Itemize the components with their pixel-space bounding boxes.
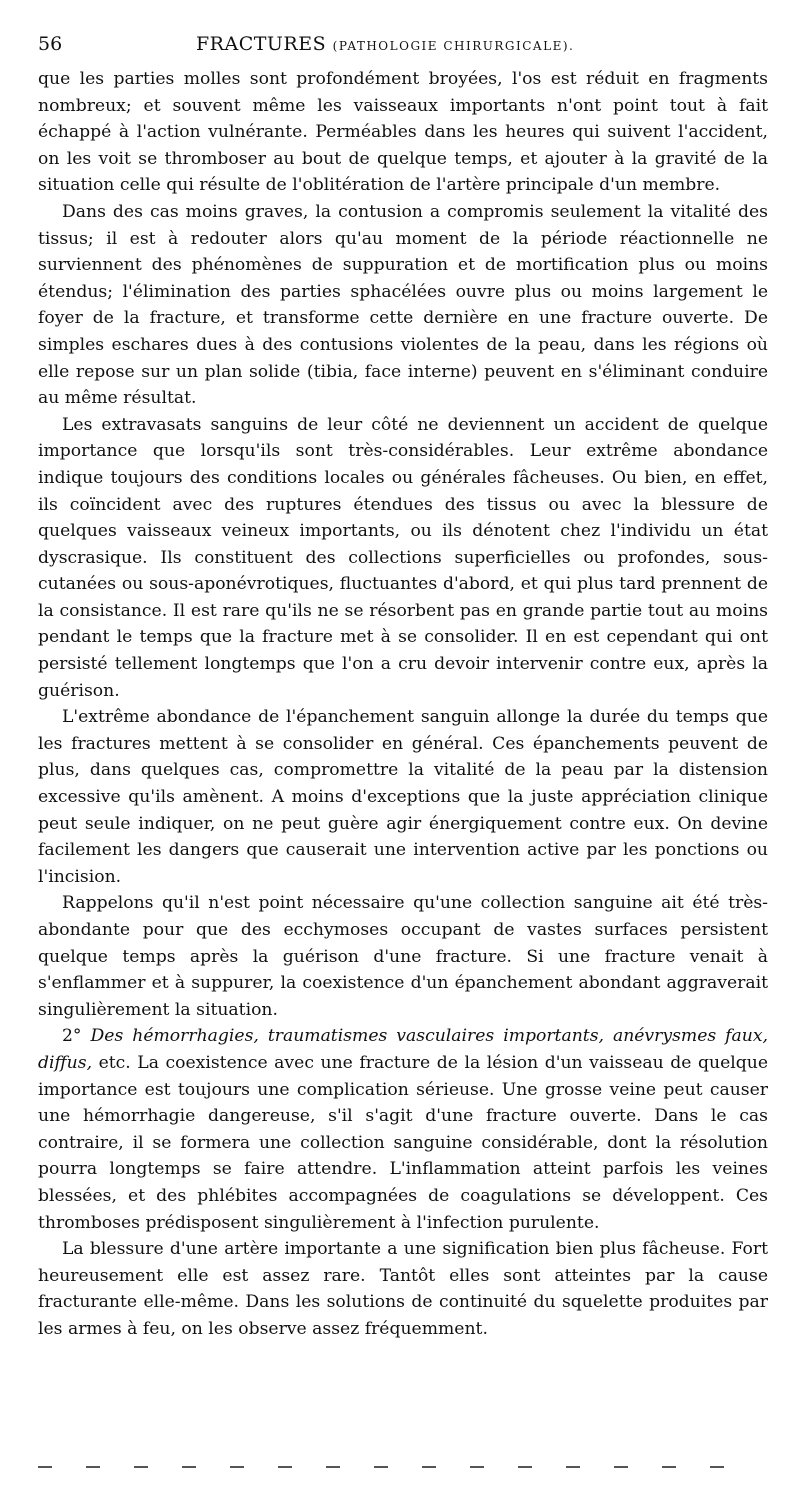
paragraph: L'extrême abondance de l'épanchement sanguin allonge la durée du temps que les fractures mettent à se consolider en général. Ces épanchements peuvent de plus, dans quelques cas, compromettre la vitalité de la peau par la distension excessive qu'ils amènent. A moins d'exceptions que la juste appréciation clinique peut seule indiquer, on ne peut guère agir énergiquement contre eux. On devine facilement les dangers que causerait une intervention active par les ponctions ou l'incision. (38, 707, 768, 887)
page-number: 56 (38, 33, 63, 55)
paragraph: Rappelons qu'il n'est point nécessaire qu'une collection sanguine ait été très-abondante pour que des ecchymoses occupant de vastes surfaces persistent quelque temps après la guérison d'une fracture. Si une fracture venait à s'enflammer et à suppurer, la coexistence d'un épanchement abondant aggraverait singulièrement la situation. (38, 893, 768, 1020)
section-heading: Des hémorrhagies, traumatismes vasculaires importants, anévrysmes faux, diffus, (38, 1026, 768, 1073)
paragraph-continuation: que les parties molles sont profondément broyées, l'os est réduit en fragments nombreux; et souvent même les vaisseaux importants n'ont point tout à fait échappé à l'action vulnérante. Perméables dans les heures qui suivent l'accident, on les voit se thromboser au bout de quelque temps, et ajouter à la gravité de la situation celle qui résulte de l'oblitération de l'artère principale d'un membre. (38, 69, 768, 196)
body-text (38, 66, 768, 1343)
section-text: etc. La coexistence avec une fracture de la lésion d'un vaisseau de quelque importance est toujours une complication sérieuse. Une grosse veine peut causer une hémorrhagie dangereuse, s'il s'agit d'une fracture ouverte. Dans le cas contraire, il se formera une collection sanguine considérable, dont la résolution pourra longtemps se faire attendre. L'inflammation atteint parfois les veines blessées, et des phlébites accompagnées de coagulations se développent. Ces thromboses prédisposent singulièrement à l'infection purulente. (38, 1052, 768, 1233)
footer-dashed-rule (38, 1466, 738, 1468)
paragraph: Dans des cas moins graves, la contusion a compromis seulement la vitalité des tissus; il est à redouter alors qu'au moment de la période réactionnelle ne surviennent des phénomènes de suppuration et de mortification plus ou moins étendus; l'élimination des parties sphacélées ouvre plus ou moins largement le foyer de la fracture, et transforme cette dernière en une fracture ouverte. De simples eschares dues à des contusions violentes de la peau, dans les régions où elle repose sur un plan solide (tibia, face interne) peuvent en s'éliminant conduire au même résultat. (38, 201, 768, 409)
running-title-main: FRACTURES (196, 33, 327, 55)
running-title-subtitle: (PATHOLOGIE CHIRURGICALE). (332, 39, 575, 53)
page (38, 30, 768, 1343)
running-title (196, 30, 574, 60)
paragraph-final: La blessure d'une artère importante a une signification bien plus fâcheuse. Fort heureusement elle est assez rare. Tantôt elles sont atteintes par la cause fracturante elle-même. Dans les solutions de continuité du squelette produites par les armes à feu, on les observe assez fréquemment. (38, 1239, 768, 1339)
running-head (38, 30, 768, 58)
section-paragraph (38, 1023, 768, 1236)
section-number: 2° (62, 1026, 82, 1047)
paragraph: Les extravasats sanguins de leur côté ne deviennent un accident de quelque importance que lorsqu'ils sont très-considérables. Leur extrême abondance indique toujours des conditions locales ou générales fâcheuses. Ou bien, en effet, ils coïncident avec des ruptures étendues des tissus ou avec la blessure de quelques vaisseaux veineux importants, ou ils dénotent chez l'individu un état dyscrasique. Ils constituent des collections superficielles ou profondes, sous-cutanées ou sous-aponévrotiques, fluctuantes d'abord, et qui plus tard prennent de la consistance. Il est rare qu'ils ne se résorbent pas en grande partie tout au moins pendant le temps que la fracture met à se consolider. Il en est cependant qui ont persisté tellement longtemps que l'on a cru devoir intervenir contre eux, après la guérison. (38, 414, 768, 701)
